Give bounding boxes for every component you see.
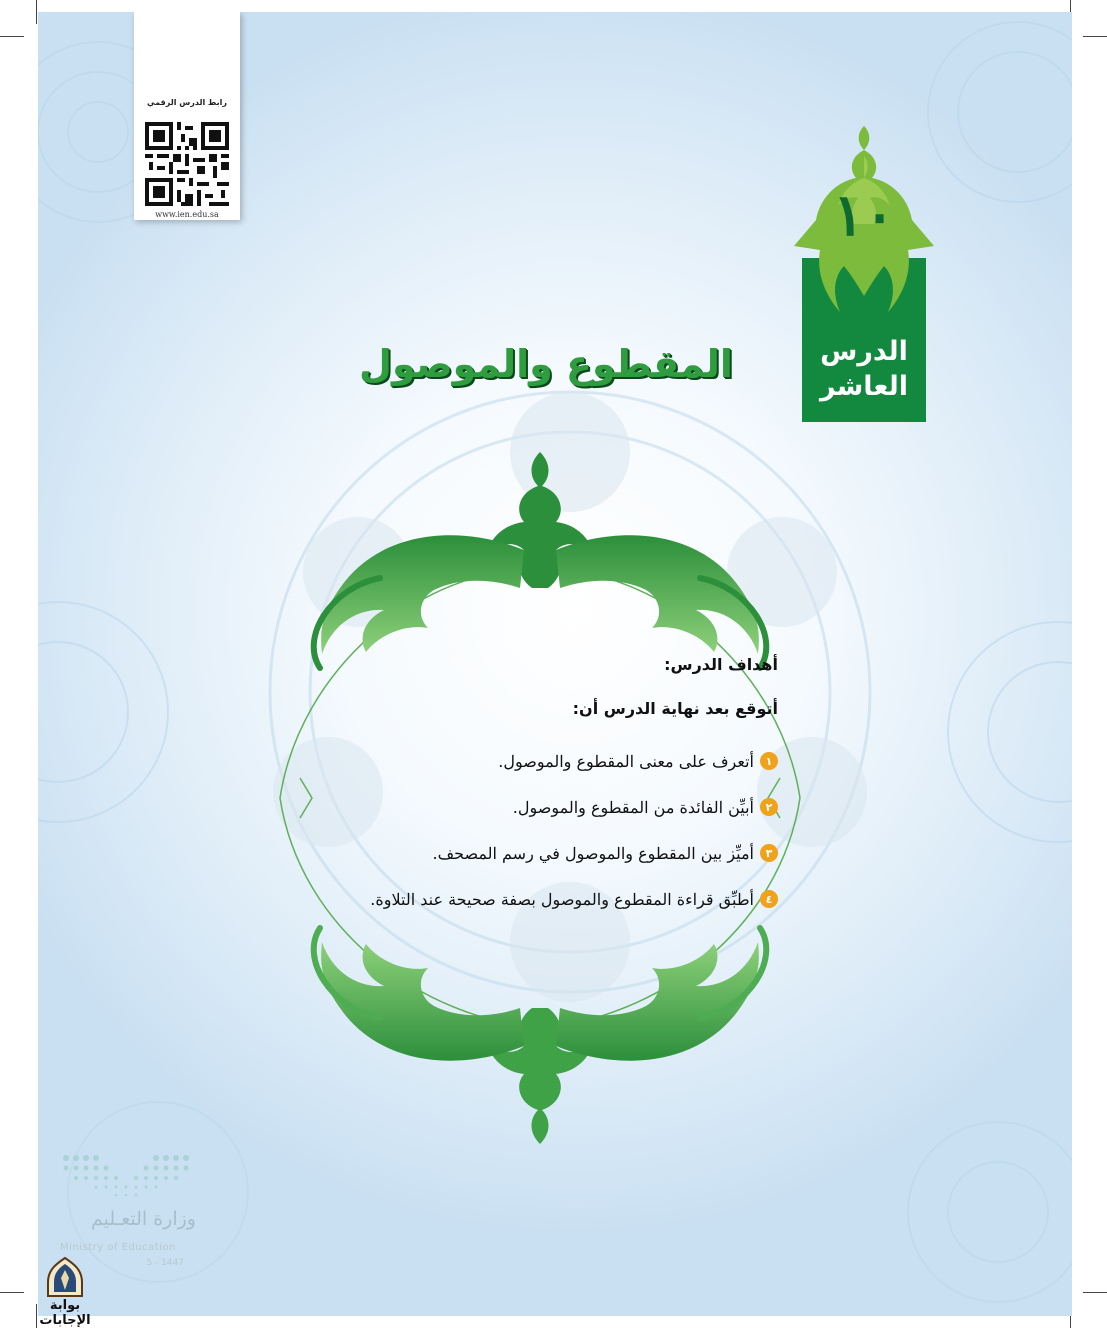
objective-text: أطبِّق قراءة المقطوع والموصول بصفة صحيحة عند التلاوة. — [370, 889, 754, 909]
book-page — [38, 12, 1072, 1316]
lesson-title: المقطوع والموصول — [359, 342, 733, 386]
crop-mark — [1083, 36, 1107, 37]
lesson-objectives — [300, 652, 778, 922]
lesson-number: ١٠ — [832, 181, 896, 249]
ministry-name-en: Ministry of Education — [60, 1242, 176, 1253]
objective-item — [300, 876, 778, 922]
objective-text: أتعرف على معنى المقطوع والموصول. — [498, 751, 754, 771]
lesson-label-line1: الدرس — [820, 336, 908, 367]
lesson-label — [802, 334, 926, 404]
objectives-heading: أهداف الدرس: — [664, 655, 778, 674]
lesson-label-line2: العاشر — [819, 371, 909, 402]
objective-text: أميِّز بين المقطوع والموصول في رسم المصحف. — [432, 843, 754, 863]
qr-caption: رابط الدرس الرقمي — [147, 98, 227, 107]
portal-logo-icon — [44, 1256, 86, 1298]
ministry-name-ar: وزارة التعـليم — [90, 1208, 196, 1230]
objective-number: ٤ — [760, 890, 778, 908]
portal-name: بوابة الإجابات — [39, 1298, 91, 1328]
objective-number: ٣ — [760, 844, 778, 862]
objectives-intro: أتوقع بعد نهاية الدرس أن: — [572, 699, 778, 718]
objective-number: ١ — [760, 752, 778, 770]
crop-mark — [0, 36, 24, 37]
qr-card — [134, 12, 240, 220]
objective-text: أبيِّن الفائدة من المقطوع والموصول. — [512, 797, 754, 817]
crop-mark — [36, 0, 37, 24]
ministry-dots-icon — [60, 1152, 200, 1202]
objective-number: ٢ — [760, 798, 778, 816]
crop-mark — [1083, 1292, 1107, 1293]
objective-item — [300, 738, 778, 784]
objective-item — [300, 784, 778, 830]
objective-item — [300, 830, 778, 876]
ministry-year: 5 - 1447 — [146, 1258, 184, 1268]
qr-code-icon[interactable] — [145, 122, 229, 206]
crop-mark — [0, 1292, 24, 1293]
qr-url[interactable]: www.ien.edu.sa — [155, 210, 219, 219]
objectives-list — [300, 738, 778, 922]
